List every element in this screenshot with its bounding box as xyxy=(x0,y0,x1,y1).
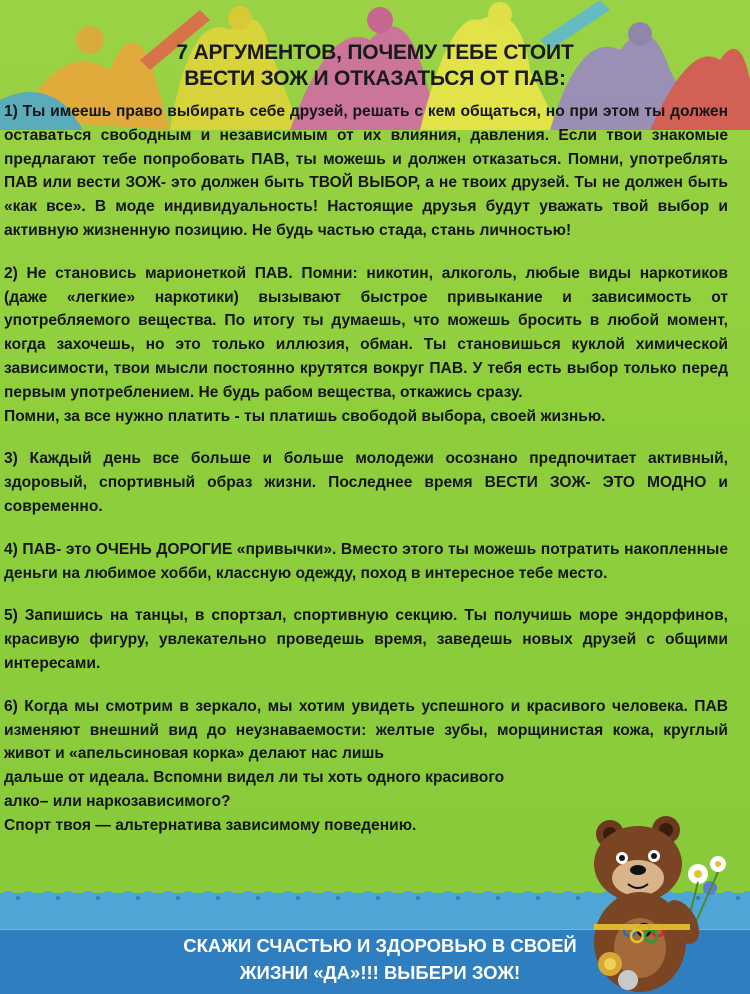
argument-4: 4) ПАВ- это ОЧЕНЬ ДОРОГИЕ «привычки». Вместо этого ты можешь потратить накопленные деньги на любимое хобби, классную одежду, поход в интересное тебе место. xyxy=(4,540,728,582)
title-line-2: ВЕСТИ ЗОЖ И ОТКАЗАТЬСЯ ОТ ПАВ: xyxy=(184,67,566,90)
arguments-list xyxy=(4,100,728,857)
argument-6-line-3: Спорт твоя — альтернатива зависимому поведению. xyxy=(4,816,417,834)
argument-6-line-1: дальше от идеала. Вспомни видел ли ты хоть одного красивого xyxy=(4,769,505,787)
olympic-bear-mascot-icon xyxy=(570,812,750,994)
argument-1: 1) Ты имеешь право выбирать себе друзей, решать с кем общаться, но при этом ты должен оставаться свободным и независимым от их влияния, давления. Если твои знакомые предлагают тебе попробовать ПАВ, ты можешь и должен отказаться. Помни, употреблять ПАВ или вести ЗОЖ- это должен быть ТВОЙ ВЫБОР, а не твоих друзей. Ты не должен быть «как все». В моде индивидуальность! Настоящие друзья будут уважать твой выбор и активную жизненную позицию. Не будь частью стада, стань личностью! xyxy=(4,103,728,239)
argument-2-tail: Помни, за все нужно платить - ты платишь свободой выбора, своей жизнью. xyxy=(4,407,606,425)
argument-6-text: 6) Когда мы смотрим в зеркало, мы хотим увидеть успешного и красивого человека. ПАВ изменяют внешний вид до неузнаваемости: желтые зубы, морщинистая кожа, круглый живот и «апельсиновая корка» делают нас лишь xyxy=(4,697,728,763)
argument-2 xyxy=(4,262,728,429)
footer-line-2: ЖИЗНИ «ДА»!!! ВЫБЕРИ ЗОЖ! xyxy=(239,962,521,983)
argument-2-text: 2) Не становись марионеткой ПАВ. Помни: никотин, алкоголь, любые виды наркотиков (даже «легкие» наркотики) вызывают быстрое привыкание и зависимость от употребляемого вещества. По итогу ты думаешь, что можешь бросить в любой момент, когда захочешь, но это только иллюзия, обман. Ты становишься куклой химической зависимости, твои мысли постоянно крутятся вокруг ПАВ. У тебя есть выбор только перед первым употреблением. Не будь рабом вещества, откажись сразу. xyxy=(4,264,728,401)
footer-line-1: СКАЖИ СЧАСТЬЮ И ЗДОРОВЬЮ В СВОЕЙ xyxy=(183,935,577,956)
title-line-1: 7 АРГУМЕНТОВ, ПОЧЕМУ ТЕБЕ СТОИТ xyxy=(176,41,574,64)
argument-3: 3) Каждый день все больше и больше молодежи осознано предпочитает активный, здоровый, спортивный образ жизни. Последнее время ВЕСТИ ЗОЖ- ЭТО МОДНО и современно. xyxy=(4,450,728,515)
argument-5: 5) Запишись на танцы, в спортзал, спортивную секцию. Ты получишь море эндорфинов, красивую фигуру, увлекательно проведешь время, заведешь новых друзей с общими интересами. xyxy=(4,607,728,672)
argument-6-line-2: алко– или наркозависимого? xyxy=(4,792,231,810)
poster-title xyxy=(0,40,750,92)
